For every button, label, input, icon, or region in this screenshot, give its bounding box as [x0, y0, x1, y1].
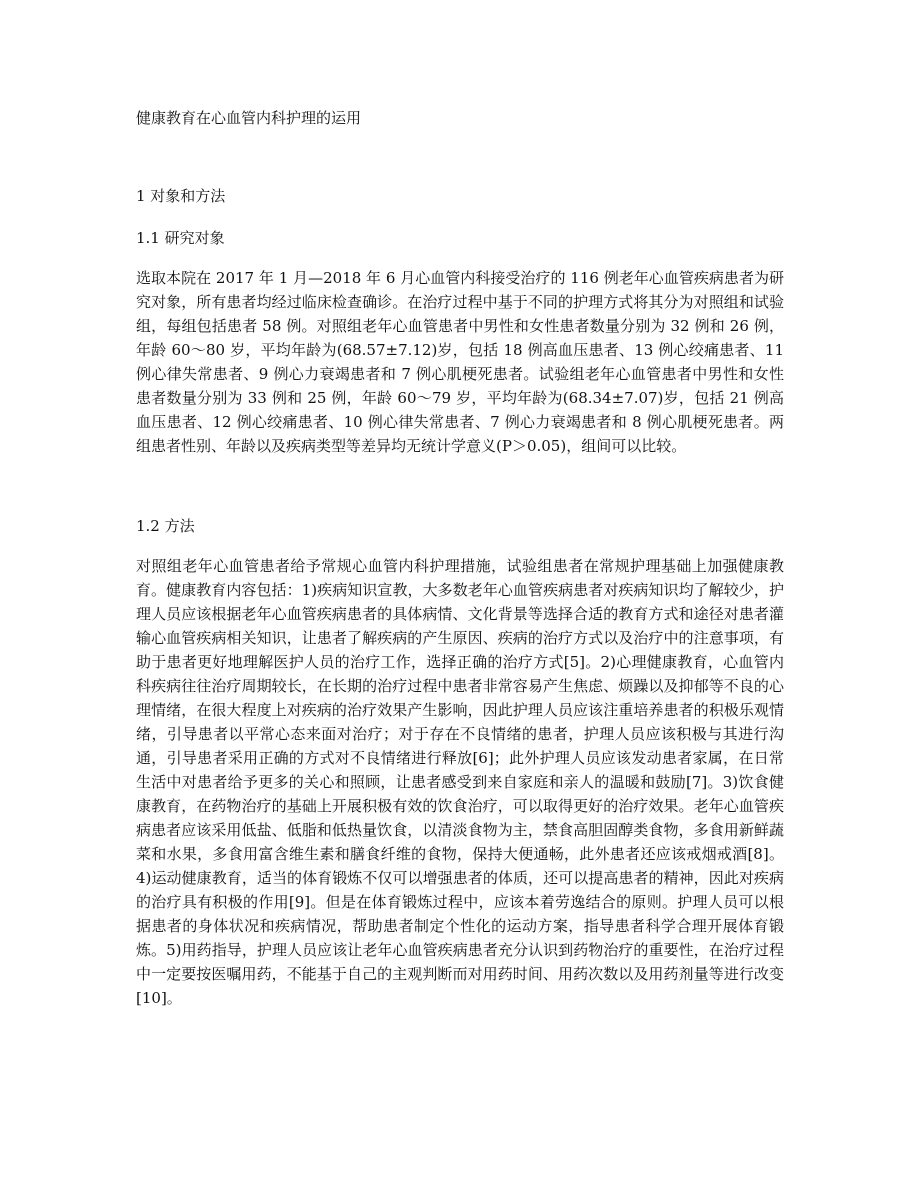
paragraph-subjects: 选取本院在 2017 年 1 月—2018 年 6 月心血管内科接受治疗的 116 例老年心血管疾病患者为研究对象，所有患者均经过临床检查确诊。在治疗过程中基于不同的护理方式将其分为对照组和试验组，每组包括患者 58 例。对照组老年心血管患者中男性和女性患者数量分别为 32 例和 26 例，年龄 60～80 岁，平均年龄为(68.57±7.12)岁，包括 18 例高血压患者、13 例心绞痛患者、11 例心律失常患者、9 例心力衰竭患者和 7 例心肌梗死患者。试验组老年心血管患者中男性和女性患者数量分别为 33 例和 25 例，年龄 60～79 岁，平均年龄为(68.34±7.07)岁，包括 21 例高血压患者、12 例心绞痛患者、10 例心律失常患者、7 例心力衰竭患者和 8 例心肌梗死患者。两组患者性别、年龄以及疾病类型等差异均无统计学意义(P＞0.05)，组间可以比较。: [136, 269, 784, 455]
subsection-heading-methods: 1.2 方法: [136, 517, 195, 535]
section-heading: 1 对象和方法: [136, 187, 226, 205]
document-title: 健康教育在心血管内科护理的运用: [136, 109, 362, 127]
subsection-heading-subjects: 1.1 研究对象: [136, 229, 225, 247]
paragraph-methods: 对照组老年心血管患者给予常规心血管内科护理措施，试验组患者在常规护理基础上加强健康教育。健康教育内容包括：1)疾病知识宣教，大多数老年心血管疾病患者对疾病知识均了解较少，护理人员应该根据老年心血管疾病患者的具体病情、文化背景等选择合适的教育方式和途径对患者灌输心血管疾病相关知识，让患者了解疾病的产生原因、疾病的治疗方式以及治疗中的注意事项，有助于患者更好地理解医护人员的治疗工作，选择正确的治疗方式[5]。2)心理健康教育，心血管内科疾病往往治疗周期较长，在长期的治疗过程中患者非常容易产生焦虑、烦躁以及抑郁等不良的心理情绪，在很大程度上对疾病的治疗效果产生影响，因此护理人员应该注重培养患者的积极乐观情绪，引导患者以平常心态来面对治疗；对于存在不良情绪的患者，护理人员应该积极与其进行沟通，引导患者采用正确的方式对不良情绪进行释放[6]；此外护理人员应该发动患者家属，在日常生活中对患者给予更多的关心和照顾，让患者感受到来自家庭和亲人的温暖和鼓励[7]。3)饮食健康教育，在药物治疗的基础上开展积极有效的饮食治疗，可以取得更好的治疗效果。老年心血管疾病患者应该采用低盐、低脂和低热量饮食，以清淡食物为主，禁食高胆固醇类食物，多食用新鲜蔬菜和水果，多食用富含维生素和膳食纤维的食物，保持大便通畅，此外患者还应该戒烟戒酒[8]。4)运动健康教育，适当的体育锻炼不仅可以增强患者的体质，还可以提高患者的精神，因此对疾病的治疗具有积极的作用[9]。但是在体育锻炼过程中，应该本着劳逸结合的原则。护理人员可以根据患者的身体状况和疾病情况，帮助患者制定个性化的运动方案，指导患者科学合理开展体育锻炼。5)用药指导，护理人员应该让老年心血管疾病患者充分认识到药物治疗的重要性，在治疗过程中一定要按医嘱用药，不能基于自己的主观判断而对用药时间、用药次数以及用药剂量等进行改变[10]。: [136, 557, 784, 1007]
